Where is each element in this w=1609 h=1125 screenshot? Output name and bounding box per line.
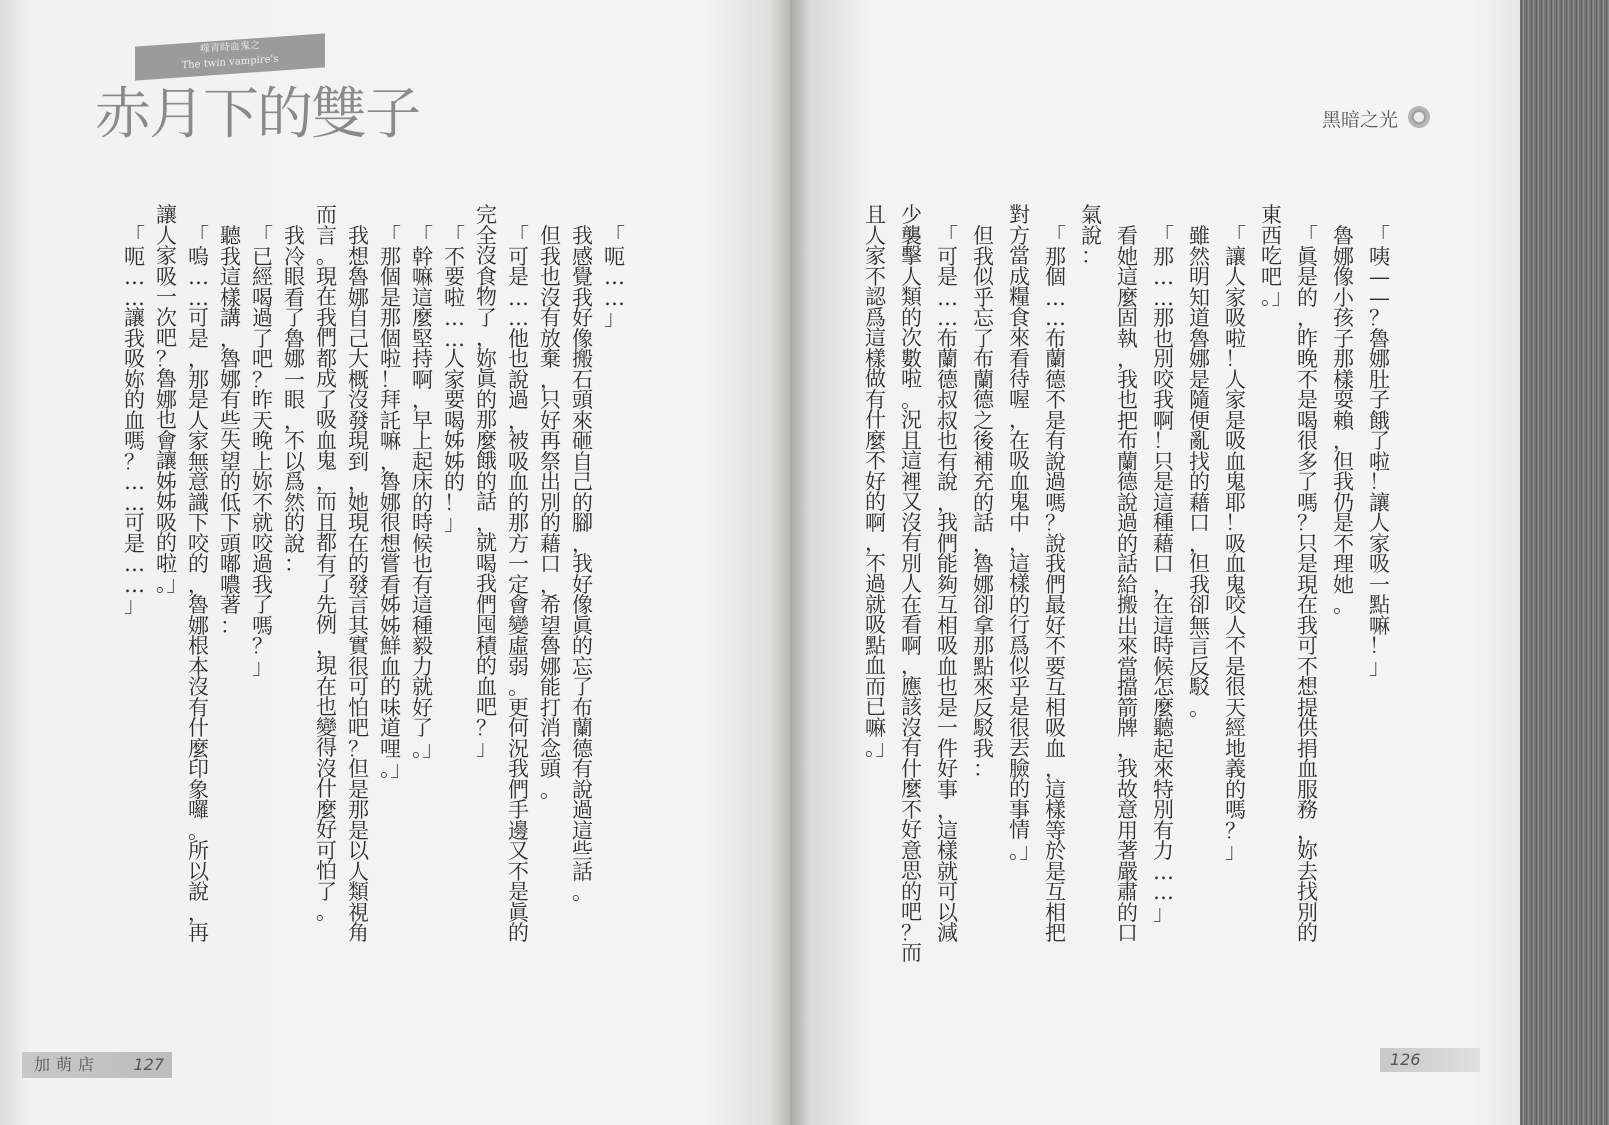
book-title-logo: 赤月下的雙子	[95, 82, 419, 147]
left-page	[0, 0, 790, 1125]
chapter-emblem-icon	[1408, 106, 1430, 128]
text-line: 「不要啦……人家要喝姊姊的！」	[444, 224, 465, 535]
text-line: 「那……那也別咬我啊！只是這種藉口，在這時候怎麼聽起來特別有力……」	[1153, 224, 1174, 925]
right-page-footer	[1380, 1048, 1480, 1072]
text-line: 東西吃吧。」	[1261, 203, 1293, 309]
text-line: 雖然明知道魯娜是隨便亂找的藉口，但我卻無言反駁。	[1189, 224, 1210, 720]
series-ribbon-en: The twin vampire's	[181, 53, 279, 72]
text-line: 「呃……讓我吸妳的血嗎？……可是……」	[124, 224, 145, 617]
text-line: 「咦——？魯娜肚子餓了啦！讓人家吸一點嘛！」	[1369, 224, 1390, 679]
text-line: 「那個……布蘭德不是有說過嗎？說我們最好不要互相吸血，這樣等於是互相把	[1045, 224, 1066, 945]
series-ribbon-text: 噬青時血鬼之	[200, 39, 260, 56]
text-line: 「讓人家吸啦！人家是吸血鬼耶！吸血鬼咬人不是很天經地義的嗎？」	[1225, 224, 1246, 863]
text-line: 完全沒食物了，妳眞的那麼餓的話，就喝我們囤積的血吧？」	[476, 203, 497, 760]
text-line: 但我也沒有放棄，只好再祭出別的藉口，希望魯娜能打消念頭。	[540, 224, 561, 802]
publisher-name: 加萌店	[34, 1055, 101, 1074]
text-line: 讓人家吸一次吧？魯娜也會讓姊姊吸的啦。」	[156, 203, 188, 596]
text-line: 「嗚……可是，那是人家無意識下咬的，魯娜根本沒有什麼印象囉。所以說，再	[188, 224, 209, 945]
page-number: 126	[1390, 1050, 1421, 1069]
text-line: 我感覺我好像搬石頭來砸自己的腳，我好像眞的忘了布蘭德有說過這些話。	[572, 224, 593, 904]
text-line: 看她這麼固執，我也把布蘭德說過的話給搬出來當擋箭牌，我故意用著嚴肅的口	[1117, 224, 1138, 945]
text-line: 且人家不認爲這樣做有什麼不好的啊，不過就吸點血而已嘛。」	[865, 203, 897, 760]
text-line: 但我似乎忘了布蘭德之後補充的話，魯娜卻拿那點來反駁我：	[973, 224, 994, 781]
text-line: 我想魯娜自己大概沒發現到，她現在的發言其實很可怕吧？但是那是以人類視角	[348, 224, 369, 945]
text-line: 魯娜像小孩子那樣耍賴，但我仍是不理她。	[1333, 224, 1354, 617]
page-stack-edge	[1520, 0, 1609, 1125]
text-line: 「呃……」	[604, 224, 625, 330]
text-line: 而言。現在我們都成了吸血鬼，而且都有了先例，現在也變得沒什麼好可怕了。	[316, 203, 337, 924]
right-page	[790, 0, 1520, 1125]
right-page-body	[850, 205, 1390, 964]
chapter-title: 黑暗之光	[1322, 109, 1399, 131]
text-line: 「可是……他也說過，被吸血的那方一定會變虛弱。更何況我們手邊又不是眞的	[508, 224, 529, 945]
text-line: 聽我這樣講，魯娜有些失望的低下頭嘟噥著：	[220, 224, 241, 638]
text-line: 對方當成糧食來看待喔，在吸血鬼中，這樣的行爲似乎是很丟臉的事情。」	[1009, 203, 1041, 863]
text-line: 少襲擊人類的次數啦。況且這裡又沒有別人在看啊，應該沒有什麼不好意思的吧？而	[901, 203, 922, 965]
text-line: 「可是……布蘭德叔叔也有說，我們能夠互相吸血也是一件好事，這樣就可以減	[937, 224, 958, 945]
text-line: 「已經喝過了吧？昨天晚上妳不就咬過我了嗎？」	[252, 224, 273, 679]
text-line: 「眞是的，昨晚不是喝很多了嗎？只是現在我可不想提供捐血服務，妳去找別的	[1297, 224, 1318, 945]
text-line: 氣說：	[1081, 203, 1102, 268]
text-line: 「那個是那個啦！拜託嘛，魯娜很想嘗看姊姊鮮血的味道哩。」	[380, 224, 412, 781]
left-page-body	[113, 205, 625, 944]
text-line: 「幹嘛這麼堅持啊，早上起床的時候也有這種毅力就好了。」	[412, 224, 444, 761]
page-number: 127	[133, 1055, 164, 1074]
left-page-footer	[22, 1052, 172, 1078]
text-line: 我冷眼看了魯娜一眼，不以爲然的說：	[284, 224, 305, 576]
